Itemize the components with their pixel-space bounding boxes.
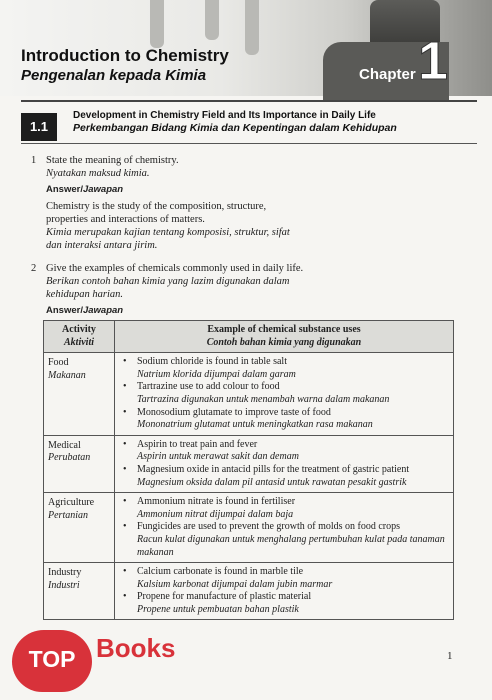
bullet-icon: •: [123, 438, 127, 450]
activity-cell: [44, 563, 115, 620]
list-item: [121, 407, 449, 432]
item-my: Racun kulat digunakan untuk menghalang pertumbuhan kulat pada tanaman makanan: [137, 533, 445, 558]
page-number: 1: [447, 650, 453, 662]
bullet-icon: •: [123, 496, 127, 508]
item-en: Calcium carbonate is found in marble tile: [137, 566, 304, 578]
question-text-my: Berikan contoh bahan kimia yang lazim digunakan dalam: [46, 276, 290, 287]
chapter-label: Chapter: [359, 66, 416, 83]
item-en: Magnesium oxide in antacid pills for the treatment of gastric patient: [137, 463, 410, 475]
topbooks-logo-text: Books: [96, 633, 176, 663]
section-number: 1.1: [21, 113, 57, 141]
activity-en: Agriculture: [48, 497, 95, 509]
item-my: Natrium klorida dijumpai dalam garam: [137, 368, 296, 380]
activity-my: Perubatan: [48, 452, 91, 464]
topbooks-logo: TOP: [12, 630, 92, 692]
answer-label-en: Answer/: [46, 184, 83, 195]
item-my: Kalsium karbonat dijumpai dalam jubin marmar: [137, 578, 333, 590]
header-example: [115, 321, 454, 353]
lab-glass-image: [205, 0, 219, 40]
list-item: [121, 381, 449, 406]
answer-line: Chemistry is the study of the composition, structure,: [46, 201, 267, 212]
chapter-number: 1: [418, 31, 449, 91]
bullet-icon: •: [123, 521, 127, 533]
item-en: Tartrazine use to add colour to food: [137, 381, 280, 393]
table-row: [44, 435, 454, 492]
example-cell: [115, 353, 454, 436]
bullet-icon: •: [123, 463, 127, 475]
list-item: [121, 356, 449, 381]
item-my: Propene untuk pembuatan bahan plastik: [137, 603, 299, 615]
activity-en: Food: [48, 357, 69, 369]
answer-1: [46, 200, 446, 252]
item-en: Aspirin to treat pain and fever: [137, 438, 258, 450]
chapter-title-en: Introduction to Chemistry: [21, 46, 229, 65]
answer-label-my: Jawapan: [82, 184, 124, 195]
answer-line: properties and interactions of matters.: [46, 214, 205, 225]
item-my: Ammonium nitrat dijumpai dalam baja: [137, 508, 294, 520]
activity-my: Industri: [48, 579, 80, 591]
list-item: [121, 496, 449, 521]
bullet-icon: •: [123, 356, 127, 368]
example-cell: [115, 435, 454, 492]
answer-label-en: Answer/: [46, 305, 83, 316]
header-label: Activity: [62, 324, 96, 335]
answer-label-my: Jawapan: [82, 305, 124, 316]
list-item: [121, 521, 449, 559]
chapter-title: [21, 46, 321, 84]
bullet-icon: •: [123, 591, 127, 603]
list-item: [121, 464, 449, 489]
question-1: [31, 154, 179, 180]
item-en: Monosodium glutamate to improve taste of food: [137, 406, 331, 418]
activity-cell: [44, 493, 115, 563]
example-cell: [115, 563, 454, 620]
section-title-my: Perkembangan Bidang Kimia dan Kepentingan dalam Kehidupan: [73, 122, 397, 134]
activity-my: Pertanian: [48, 509, 88, 521]
header-label: Contoh bahan kimia yang digunakan: [206, 336, 362, 348]
item-en: Fungicides are used to prevent the growth of molds on food crops: [137, 521, 401, 533]
question-text-my: Nyatakan maksud kimia.: [46, 168, 150, 179]
item-my: Magnesium oksida dalam pil antasid untuk rawatan pesakit gastrik: [137, 476, 407, 488]
section-title: [73, 110, 397, 134]
header-activity: [44, 321, 115, 353]
answer-label: [46, 305, 123, 316]
example-cell: [115, 493, 454, 563]
table-row: [44, 353, 454, 436]
table-header-row: [44, 321, 454, 353]
table-row: [44, 493, 454, 563]
activity-en: Industry: [48, 567, 82, 579]
list-item: [121, 439, 449, 464]
question-text-en: Give the examples of chemicals commonly used in daily life.: [46, 263, 304, 274]
question-number: 1: [31, 155, 37, 166]
header-label: Example of chemical substance uses: [207, 324, 361, 335]
item-my: Aspirin untuk merawat sakit dan demam: [137, 451, 299, 463]
item-en: Ammonium nitrate is found in fertiliser: [137, 496, 296, 508]
chemical-uses-table: [43, 320, 454, 620]
table-row: [44, 563, 454, 620]
section-title-en: Development in Chemistry Field and Its Importance in Daily Life: [73, 110, 376, 121]
list-item: [121, 591, 449, 616]
item-en: Propene for manufacture of plastic material: [137, 591, 312, 603]
item-my: Tartrazina digunakan untuk menambah warna dalam makanan: [137, 393, 390, 405]
header-label: Aktiviti: [64, 336, 94, 348]
activity-en: Medical: [48, 439, 81, 451]
list-item: [121, 566, 449, 591]
bullet-icon: •: [123, 406, 127, 418]
question-text-my: kehidupan harian.: [46, 289, 123, 300]
activity-cell: [44, 435, 115, 492]
question-2: [31, 262, 303, 301]
question-number: 2: [31, 263, 37, 274]
divider: [21, 100, 477, 102]
item-my: Mononatrium glutamat untuk meningkatkan rasa makanan: [137, 419, 373, 431]
lab-glass-image: [150, 0, 164, 48]
activity-my: Makanan: [48, 369, 86, 381]
answer-line: Kimia merupakan kajian tentang komposisi, struktur, sifat: [46, 227, 290, 238]
chapter-title-my: Pengenalan kepada Kimia: [21, 67, 207, 84]
answer-label: [46, 184, 123, 195]
activity-cell: [44, 353, 115, 436]
question-text-en: State the meaning of chemistry.: [46, 155, 179, 166]
divider: [21, 143, 477, 144]
bullet-icon: •: [123, 381, 127, 393]
bullet-icon: •: [123, 566, 127, 578]
answer-line: dan interaksi antara jirim.: [46, 240, 158, 251]
item-en: Sodium chloride is found in table salt: [137, 356, 287, 368]
